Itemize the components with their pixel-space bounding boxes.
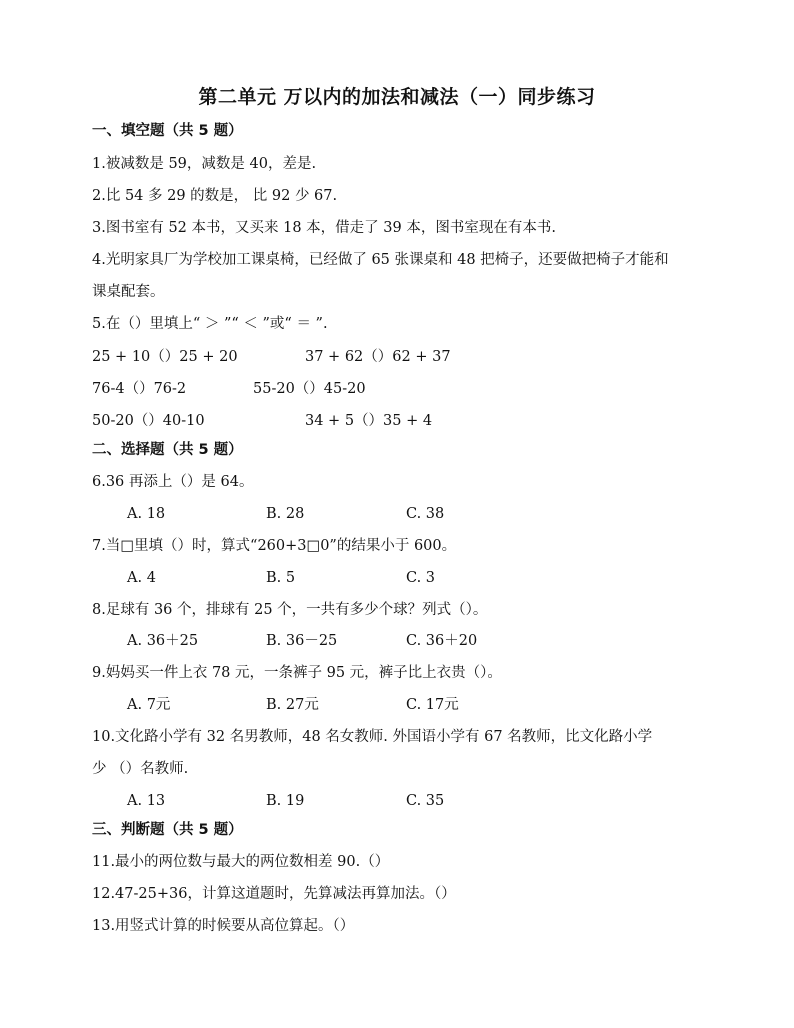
question-8: 8.足球有 36 个，排球有 25 个，一共有多少个球？列式（）。: [92, 602, 488, 618]
compare-item: 25 + 10（）25 + 20: [92, 349, 238, 365]
question-9: 9.妈妈买一件上衣 78 元，一条裤子 95 元，裤子比上衣贵（）。: [92, 665, 502, 681]
option-a: A. 7元: [127, 697, 171, 713]
question-3: 3.图书室有 52 本书，又买来 18 本，借走了 39 本，图书室现在有本书.: [92, 220, 556, 236]
option-c: C. 36＋20: [406, 633, 478, 649]
question-1: 1.被减数是 59，减数是 40，差是.: [92, 156, 317, 172]
option-a: A. 36＋25: [127, 633, 199, 649]
option-c: C. 17元: [406, 697, 459, 713]
option-b: B. 27元: [266, 697, 319, 713]
compare-item: 76-4（）76-2: [92, 381, 187, 397]
option-c: C. 3: [406, 570, 436, 586]
option-b: B. 19: [266, 793, 305, 809]
option-a: A. 18: [127, 506, 166, 522]
option-b: B. 36－25: [266, 633, 338, 649]
question-4-line-1: 4.光明家具厂为学校加工课桌椅，已经做了 65 张课桌和 48 把椅子，还要做把椅子才能和: [92, 252, 669, 268]
question-2: 2.比 54 多 29 的数是， 比 92 少 67.: [92, 188, 338, 204]
option-c: C. 38: [406, 506, 445, 522]
option-b: B. 5: [266, 570, 296, 586]
compare-item: 34 + 5（）35 + 4: [305, 413, 433, 429]
question-10-line-2: 少 （）名教师.: [92, 761, 189, 777]
compare-item: 50-20（）40-10: [92, 413, 205, 429]
question-7: 7.当□里填（）时，算式“260+3□0”的结果小于 600。: [92, 538, 457, 554]
page-title: 第二单元 万以内的加法和减法（一）同步练习: [198, 86, 596, 108]
question-10-line-1: 10.文化路小学有 32 名男教师，48 名女教师. 外国语小学有 67 名教师，比文化路小学: [92, 729, 653, 745]
question-12: 12.47-25+36，计算这道题时，先算减法再算加法。（）: [92, 886, 456, 902]
question-4-line-2: 课桌配套。: [92, 284, 165, 300]
option-a: A. 4: [127, 570, 156, 586]
section-judge-heading: 三、判断题（共 5 题）: [92, 822, 243, 838]
option-a: A. 13: [127, 793, 166, 809]
question-6: 6.36 再添上（）是 64。: [92, 474, 254, 490]
compare-item: 55-20（）45-20: [253, 381, 366, 397]
question-11: 11.最小的两位数与最大的两位数相差 90.（）: [92, 854, 390, 870]
question-13: 13.用竖式计算的时候要从高位算起。（）: [92, 918, 355, 934]
section-choice-heading: 二、选择题（共 5 题）: [92, 442, 243, 458]
option-c: C. 35: [406, 793, 445, 809]
option-b: B. 28: [266, 506, 305, 522]
section-fill-heading: 一、填空题（共 5 题）: [92, 123, 243, 139]
question-5: 5.在（）里填上“ ＞ ”“ ＜ ”或“ ＝ ”.: [92, 316, 328, 332]
compare-item: 37 + 62（）62 + 37: [305, 349, 451, 365]
